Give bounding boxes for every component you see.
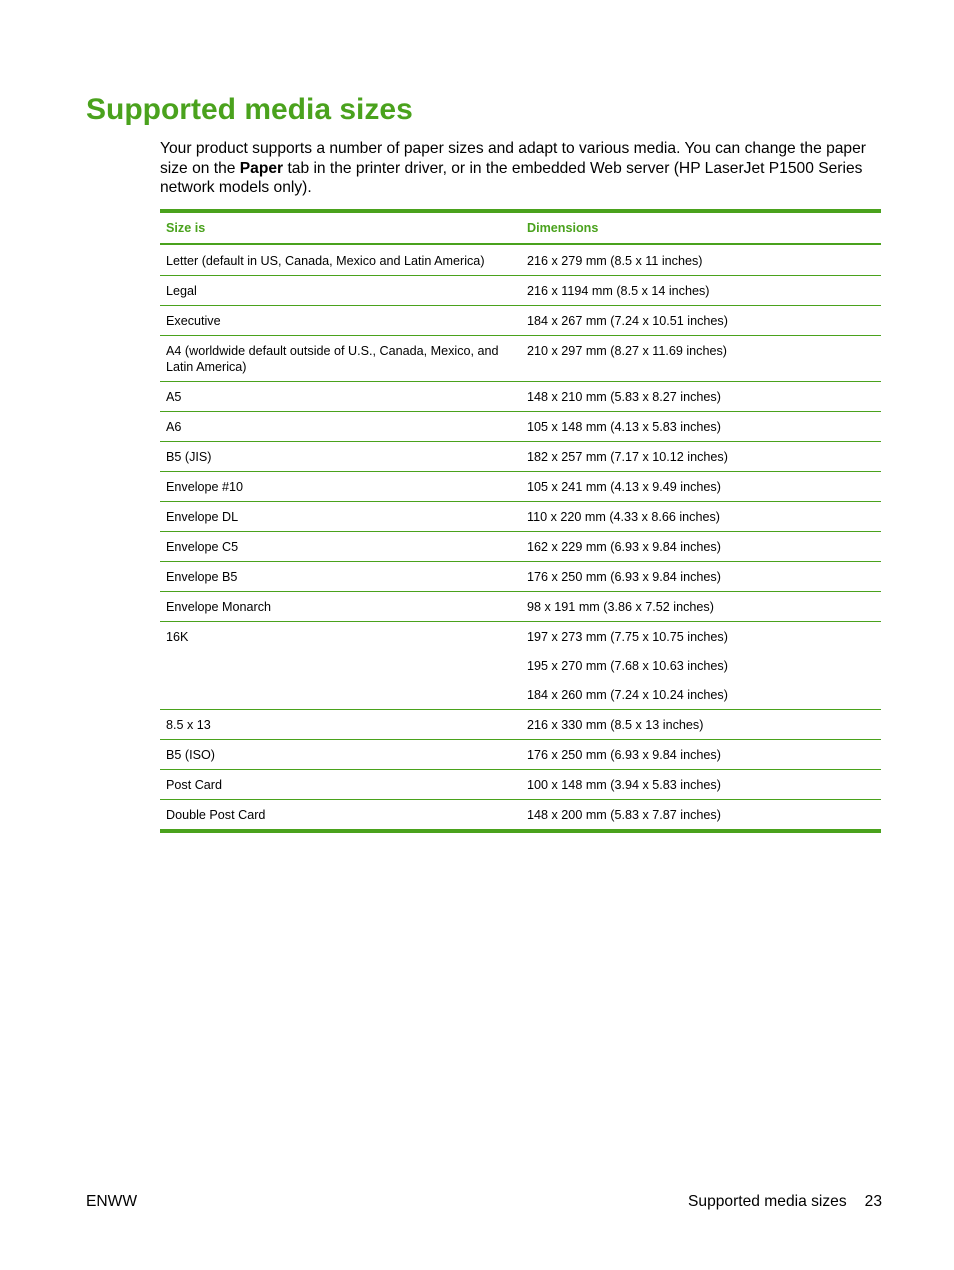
cell-size: 8.5 x 13 <box>160 710 521 740</box>
cell-size-empty <box>160 680 521 710</box>
table-row <box>160 442 881 472</box>
table-row <box>160 770 881 800</box>
cell-dimensions: 148 x 210 mm (5.83 x 8.27 inches) <box>521 382 881 412</box>
table-row <box>160 306 881 336</box>
cell-dimensions: 162 x 229 mm (6.93 x 9.84 inches) <box>521 532 881 562</box>
table-row <box>160 562 881 592</box>
intro-text-end: tab in the printer driver, or in the embedded Web server (HP LaserJet P1500 Series network models only). <box>160 159 863 197</box>
cell-dimensions: 182 x 257 mm (7.17 x 10.12 inches) <box>521 442 881 472</box>
cell-size: Post Card <box>160 770 521 800</box>
header-dimensions: Dimensions <box>521 211 881 244</box>
cell-size: Legal <box>160 276 521 306</box>
cell-dimensions: 184 x 260 mm (7.24 x 10.24 inches) <box>527 688 728 702</box>
table-row <box>160 276 881 306</box>
cell-size: Executive <box>160 306 521 336</box>
cell-size: A6 <box>160 412 521 442</box>
cell-size: Double Post Card <box>160 800 521 832</box>
table-row-continuation <box>160 651 881 680</box>
cell-dimensions: 184 x 267 mm (7.24 x 10.51 inches) <box>521 306 881 336</box>
footer-right <box>688 1193 882 1211</box>
cell-dimensions: 105 x 241 mm (4.13 x 9.49 inches) <box>521 472 881 502</box>
cell-size: Envelope #10 <box>160 472 521 502</box>
cell-size: 16K <box>160 622 521 652</box>
cell-dimensions: 105 x 148 mm (4.13 x 5.83 inches) <box>521 412 881 442</box>
table-row <box>160 622 881 652</box>
cell-size: Envelope B5 <box>160 562 521 592</box>
cell-size-empty <box>160 651 521 680</box>
intro-paragraph <box>160 139 884 198</box>
cell-dimensions: 176 x 250 mm (6.93 x 9.84 inches) <box>521 740 881 770</box>
table-body <box>160 244 881 831</box>
page-title: Supported media sizes <box>86 93 413 126</box>
footer-label: ENWW <box>86 1193 138 1210</box>
table-row <box>160 412 881 442</box>
table-row <box>160 710 881 740</box>
cell-dimensions: 216 x 279 mm (8.5 x 11 inches) <box>527 254 703 268</box>
table-header-row <box>160 211 881 244</box>
cell-dimensions: 216 x 330 mm (8.5 x 13 inches) <box>521 710 881 740</box>
table-row <box>160 382 881 412</box>
media-sizes-table <box>160 209 881 833</box>
intro-paper-tab-name: Paper <box>239 159 284 177</box>
table-row <box>160 336 881 382</box>
table-row-continuation <box>160 680 881 710</box>
table-row <box>160 472 881 502</box>
cell-dimensions: 176 x 250 mm (6.93 x 9.84 inches) <box>521 562 881 592</box>
cell-size: Envelope C5 <box>160 532 521 562</box>
cell-dimensions: 216 x 1194 mm (8.5 x 14 inches) <box>521 276 881 306</box>
cell-dimensions: 197 x 273 mm (7.75 x 10.75 inches) <box>521 622 881 652</box>
cell-size: A4 (worldwide default outside of U.S., Canada, Mexico, and Latin America) <box>160 336 521 382</box>
table-row <box>160 800 881 832</box>
page-number: 23 <box>864 1193 882 1210</box>
cell-dimensions: 195 x 270 mm (7.68 x 10.63 inches) <box>527 659 728 673</box>
cell-size: Letter (default in US, Canada, Mexico and Latin America) <box>166 254 485 268</box>
cell-size: B5 (ISO) <box>160 740 521 770</box>
intro-text-start: Your product supports a number of paper sizes and adapt to various media. You can change the paper size on the <box>160 140 866 177</box>
cell-size: A5 <box>160 382 521 412</box>
header-size: Size is <box>160 211 521 244</box>
table-row <box>160 592 881 622</box>
cell-size: Envelope DL <box>160 502 521 532</box>
table-row <box>160 244 881 276</box>
cell-dimensions: 98 x 191 mm (3.86 x 7.52 inches) <box>521 592 881 622</box>
table-row <box>160 740 881 770</box>
cell-size: Envelope Monarch <box>160 592 521 622</box>
cell-dimensions: 110 x 220 mm (4.33 x 8.66 inches) <box>521 502 881 532</box>
table-row <box>160 532 881 562</box>
cell-dimensions: 148 x 200 mm (5.83 x 7.87 inches) <box>521 800 881 832</box>
cell-dimensions: 210 x 297 mm (8.27 x 11.69 inches) <box>521 336 881 382</box>
cell-size: B5 (JIS) <box>160 442 521 472</box>
table-row <box>160 502 881 532</box>
cell-dimensions: 100 x 148 mm (3.94 x 5.83 inches) <box>521 770 881 800</box>
footer-section: Supported media sizes <box>688 1193 847 1210</box>
